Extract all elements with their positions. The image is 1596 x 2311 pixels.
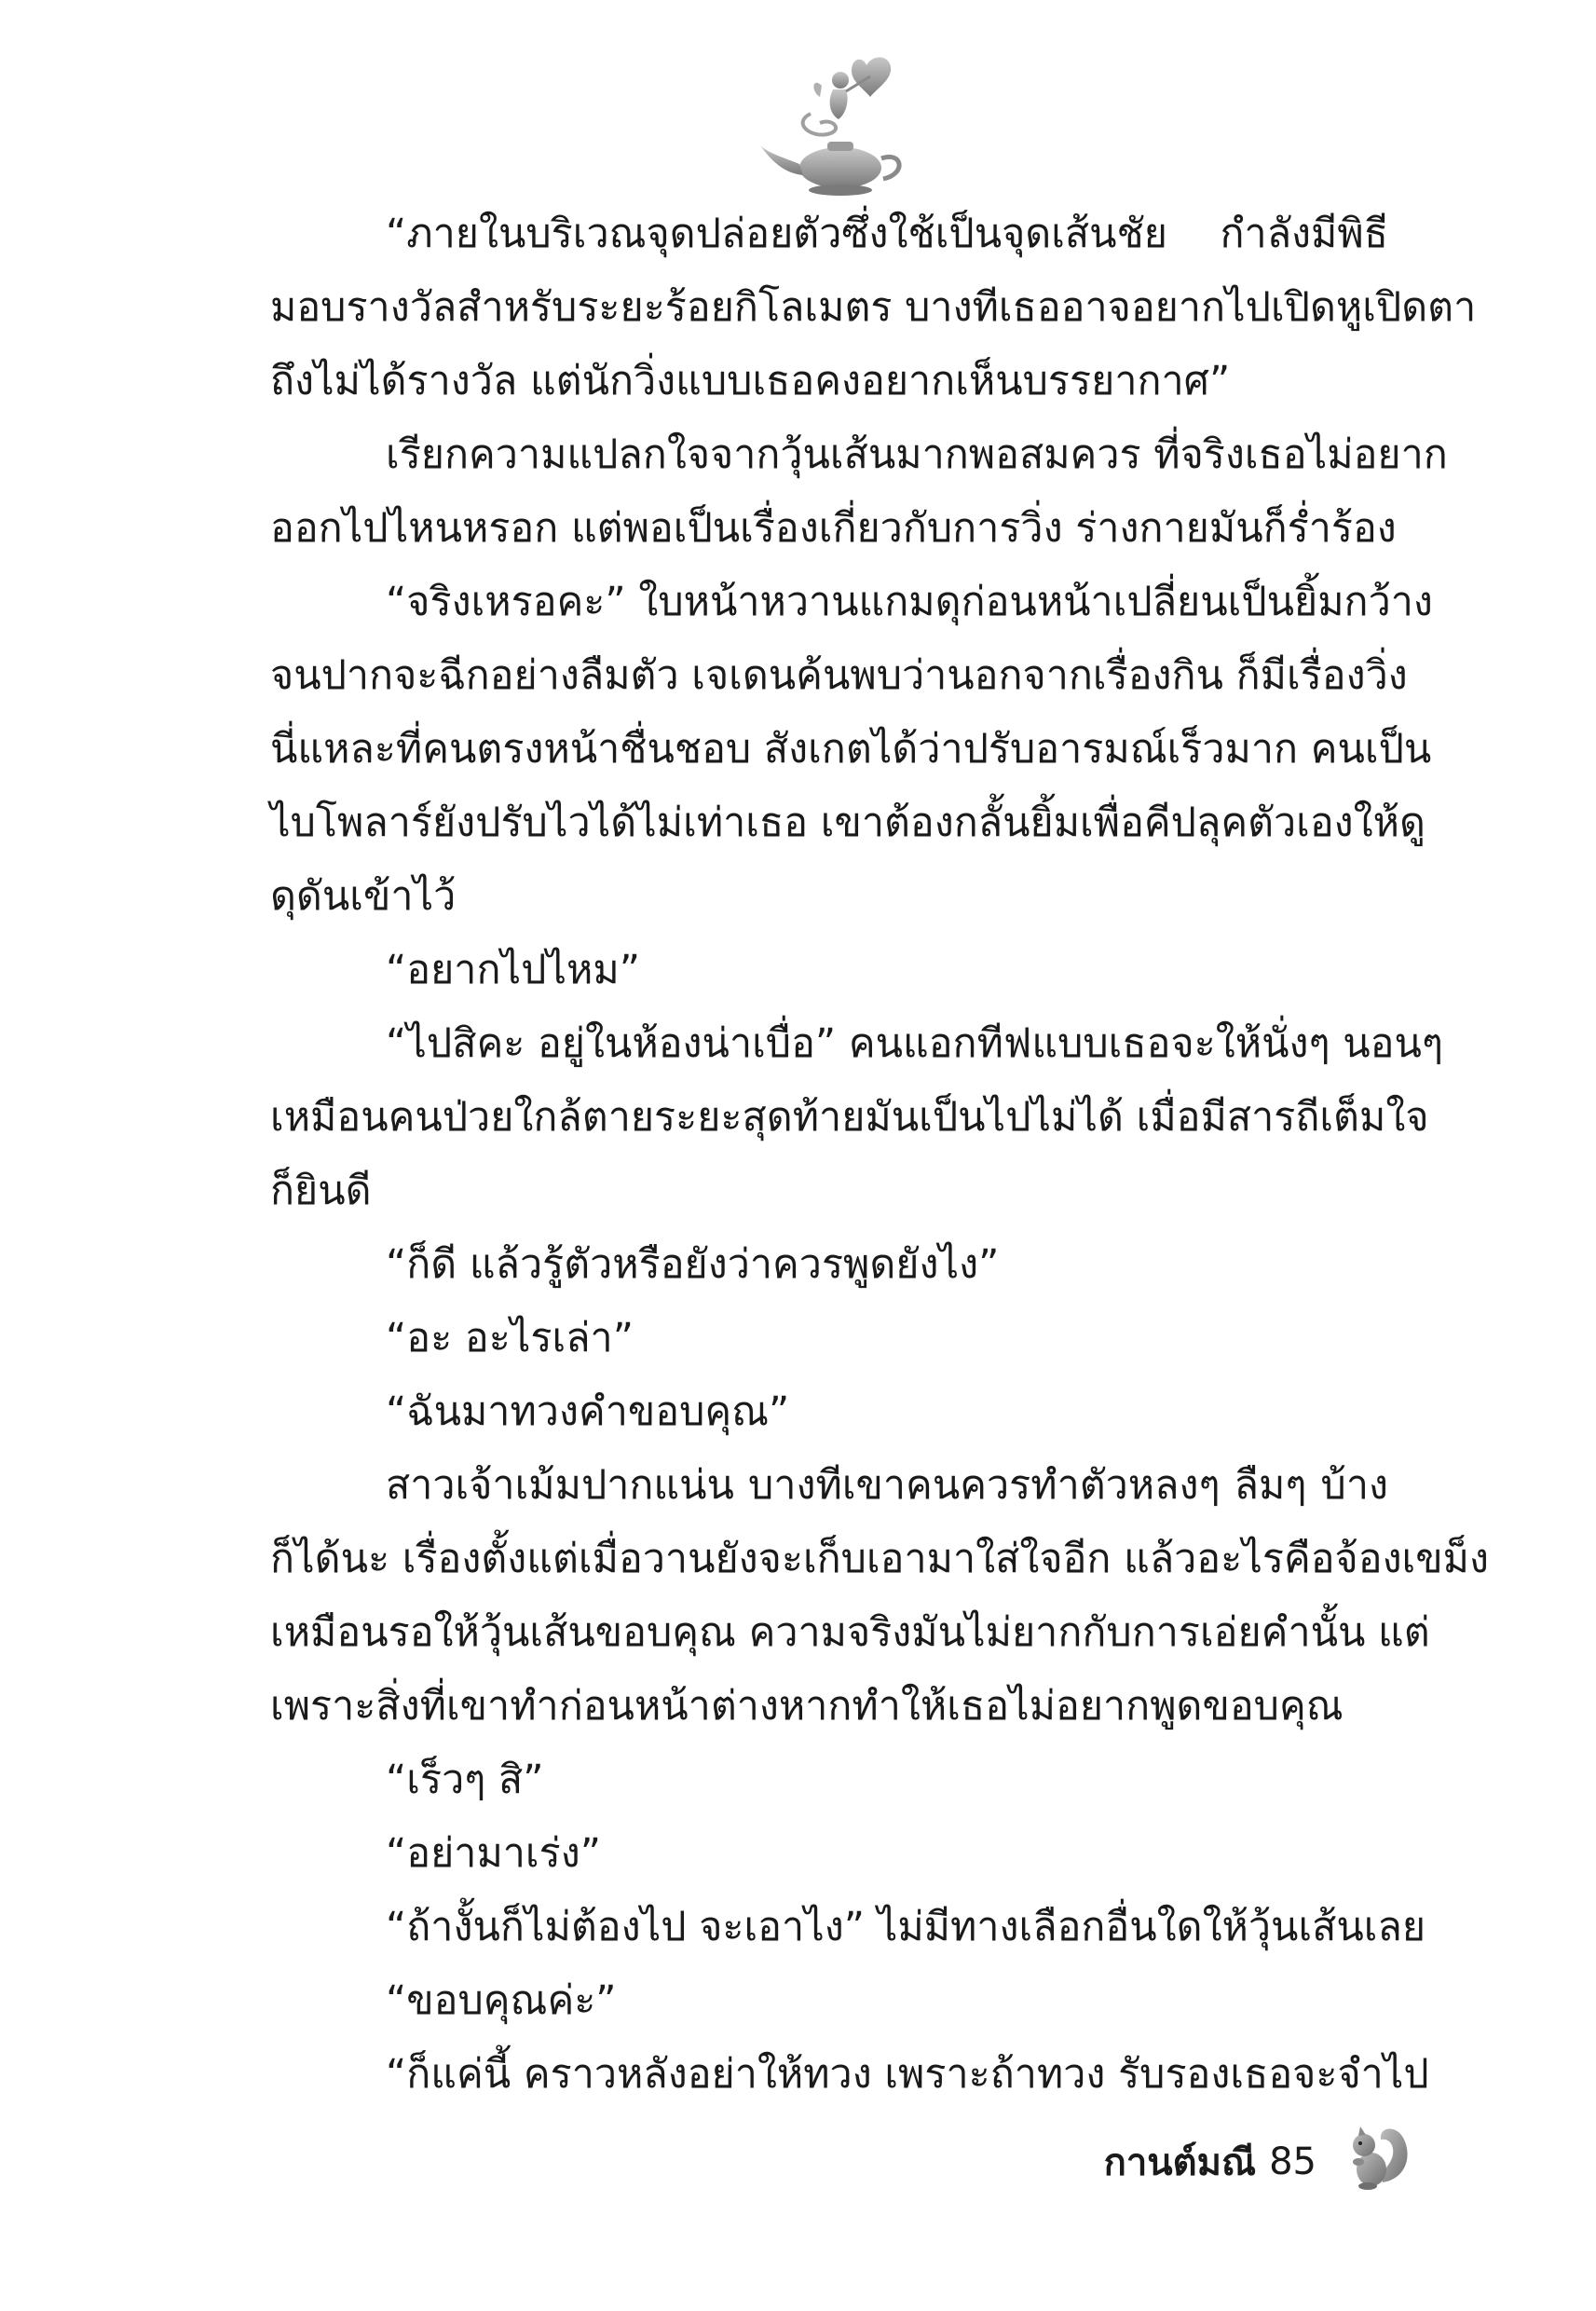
text-line: ไบโพลาร์ยังปรับไวได้ไม่เท่าเธอ เขาต้องกลั้นยิ้มเพื่อคีปลุคตัวเองให้ดู	[270, 800, 1425, 846]
text-line: “เร็วๆ สิ”	[386, 1757, 544, 1803]
text-line: ก็ยินดี	[270, 1168, 372, 1214]
author-name: กานต์มณี	[1103, 2141, 1257, 2184]
text-line: “ถ้างั้นก็ไม่ต้องไป จะเอาไง” ไม่มีทางเลือกอื่นใดให้วุ้นเส้นเลย	[386, 1904, 1426, 1950]
story-text	[270, 198, 1489, 2112]
text-line: “ก็แค่นี้ คราวหลังอย่าให้ทวง เพราะถ้าทวง รับรองเธอจะจำไป	[386, 2051, 1429, 2098]
text-line: สาวเจ้าเม้มปากแน่น บางทีเขาคนควรทำตัวหลงๆ ลืมๆ บ้าง	[386, 1462, 1388, 1509]
text-line: “อะ อะไรเล่า”	[386, 1315, 634, 1361]
text-line: “อย่ามาเร่ง”	[386, 1830, 601, 1877]
text-line: นี่แหละที่คนตรงหน้าชื่นชอบ สังเกตได้ว่าปรับอารมณ์เร็วมาก คนเป็น	[270, 726, 1432, 773]
text-line: เรียกความแปลกใจจากวุ้นเส้นมากพอสมควร ที่จริงเธอไม่อยาก	[386, 431, 1448, 478]
squirrel-icon	[1342, 2117, 1416, 2192]
text-line: “จริงเหรอคะ” ใบหน้าหวานแกมดุก่อนหน้าเปลี่ยนเป็นยิ้มกว้าง	[386, 579, 1433, 625]
text-line: จนปากจะฉีกอย่างลืมตัว เจเดนค้นพบว่านอกจากเรื่องกิน ก็มีเรื่องวิ่ง	[270, 652, 1408, 699]
page-number: 85	[1269, 2140, 1316, 2183]
text-line: เหมือนคนป่วยใกล้ตายระยะสุดท้ายมันเป็นไปไม่ได้ เมื่อมีสารถีเต็มใจ	[270, 1094, 1429, 1141]
text-line: “ขอบคุณค่ะ”	[386, 1977, 617, 2024]
text-line: เหมือนรอให้วุ้นเส้นขอบคุณ ความจริงมันไม่ยากกับการเอ่ยคำนั้น แต่	[270, 1609, 1430, 1656]
text-line: “ฉันมาทวงคำขอบคุณ”	[386, 1388, 790, 1435]
text-line: “ก็ดี แล้วรู้ตัวหรือยังว่าควรพูดยังไง”	[386, 1241, 1000, 1288]
text-line: ดุดันเข้าไว้	[270, 873, 457, 920]
text-line: ถึงไม่ได้รางวัล แต่นักวิ่งแบบเธอคงอยากเห็นบรรยากาศ”	[270, 358, 1231, 404]
teapot-cupid-ornament-icon	[755, 48, 922, 207]
text-line: ก็ได้นะ เรื่องตั้งแต่เมื่อวานยังจะเก็บเอามาใส่ใจอีก แล้วอะไรคือจ้องเขม็ง	[270, 1536, 1489, 1582]
text-line: “ไปสิคะ อยู่ในห้องน่าเบื่อ” คนแอกทีฟแบบเธอจะให้นั่งๆ นอนๆ	[386, 1020, 1443, 1067]
text-line: ออกไปไหนหรอก แต่พอเป็นเรื่องเกี่ยวกับการวิ่ง ร่างกายมันก็ร่ำร้อง	[270, 505, 1397, 552]
text-line: “ภายในบริเวณจุดปล่อยตัวซึ่งใช้เป็นจุดเส้นชัย กำลังมีพิธี	[386, 211, 1388, 257]
text-line: เพราะสิ่งที่เขาทำก่อนหน้าต่างหากทำให้เธอไม่อยากพูดขอบคุณ	[270, 1683, 1344, 1730]
text-line: “อยากไปไหม”	[386, 947, 640, 993]
page-footer	[1104, 2134, 1316, 2190]
text-line: มอบรางวัลสำหรับระยะร้อยกิโลเมตร บางทีเธออาจอยากไปเปิดหูเปิดตา	[270, 284, 1477, 331]
